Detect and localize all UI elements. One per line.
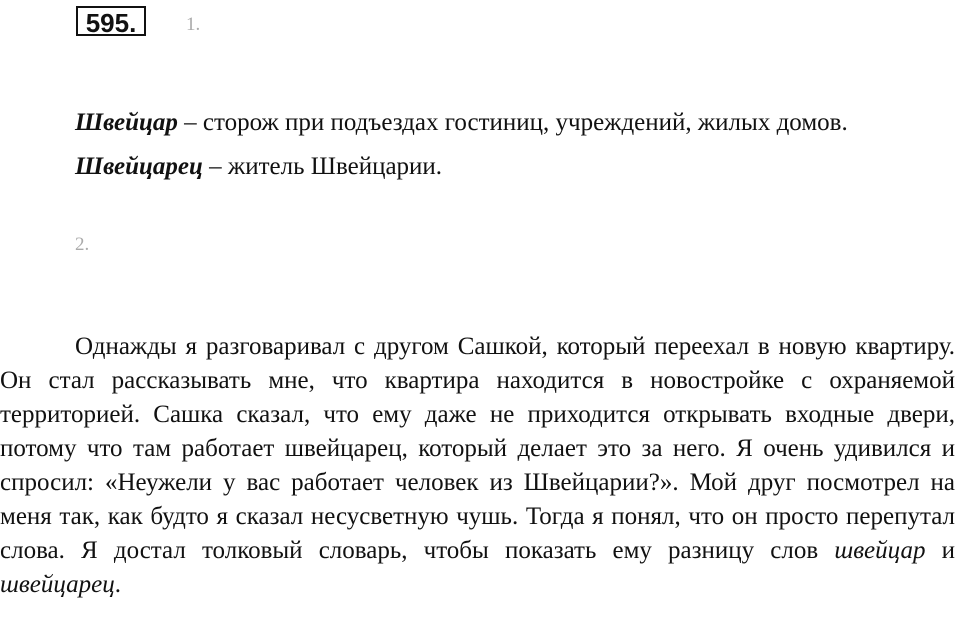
story-word-shveitsar: швейцар (834, 537, 926, 564)
story-paragraph (0, 330, 960, 602)
part-1-marker: 1. (186, 14, 201, 35)
part-2-marker: 2. (75, 234, 90, 255)
story-conjunction: и (925, 537, 955, 564)
meaning-shveitsar: сторож при подъездах гостиниц, учреждений, жилых домов. (202, 109, 848, 136)
story-text: Однажды я разговаривал с другом Сашкой, который переехал в новую квартиру. Он стал рассказывать мне, что квартира находится в новостройке с охраняемой территорией. Сашка сказал, что ему даже не приходится открывать входные двери, потому что там работает швейцарец, который делает это за него. Я очень удивился и спросил: «Неужели у вас работает человек из Швейцарии?». Мой друг посмотрел на меня так, как будто я сказал несусветную чушь. Тогда я понял, что он просто перепутал слова. Я достал толковый словарь, чтобы показать ему разницу слов (0, 333, 955, 564)
term-shveitsar: Швейцар (75, 109, 178, 136)
definition-dash: – (177, 109, 203, 136)
story-word-shveitsarets: швейцарец (0, 571, 115, 598)
definition-dash: – (202, 153, 228, 180)
meaning-shveitsarets: житель Швейцарии. (227, 153, 443, 180)
exercise-number-box: 595. (76, 6, 146, 36)
definition-shveitsarets (0, 150, 960, 184)
definition-shveitsar (0, 106, 960, 140)
story-end: . (114, 571, 121, 598)
definitions-block (0, 106, 960, 184)
term-shveitsarets: Швейцарец (75, 153, 203, 180)
